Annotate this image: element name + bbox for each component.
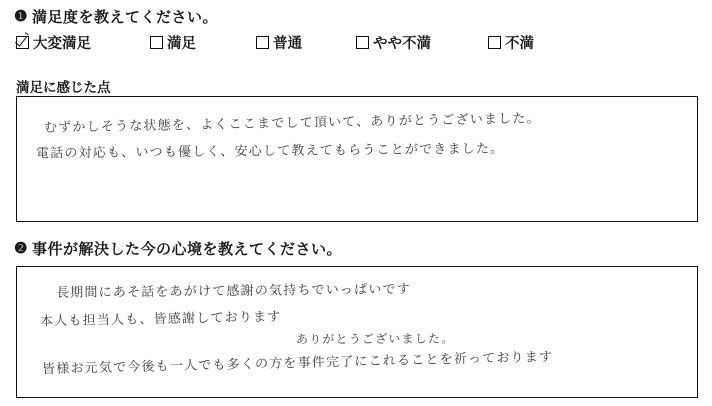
question-1-handwriting-line-1: むずかしそうな状態を、よくここまでして頂いて、ありがとうございました。 bbox=[43, 111, 541, 136]
choice-label-4: やや不満 bbox=[373, 36, 431, 52]
checkbox-icon[interactable] bbox=[256, 36, 269, 49]
question-2-heading bbox=[14, 238, 342, 259]
choice-option-5[interactable] bbox=[488, 32, 534, 53]
question-2-handwriting-line-2: 本人も担当人も、皆感謝しております bbox=[39, 309, 282, 330]
question-2-handwriting-line-1: 長期間にあそ話をあがけて感謝の気持ちでいっぱいです bbox=[55, 282, 411, 301]
question-2-number: ❷ bbox=[14, 240, 28, 257]
question-1-heading bbox=[14, 6, 218, 27]
question-1-handwriting-line-2: 電話の対応も、いつも優しく、安心して教えてもらうことができました。 bbox=[35, 141, 505, 162]
choice-option-3[interactable] bbox=[256, 32, 302, 53]
question-1-sub-label: 満足に感じた点 bbox=[16, 80, 111, 95]
question-2-handwriting-line-3: ありがとうございました。 bbox=[295, 331, 455, 347]
choice-label-5: 不満 bbox=[505, 36, 534, 52]
question-2-handwriting-line-4: 皆様お元気で今後も一人でも多くの方を事件完了にこれることを祈っております bbox=[41, 349, 554, 378]
choice-label-3: 普通 bbox=[273, 36, 302, 52]
choice-option-4[interactable] bbox=[356, 32, 431, 53]
checkbox-icon[interactable] bbox=[356, 36, 369, 49]
choice-label-1: 大変満足 bbox=[33, 36, 91, 52]
question-1-text: 満足度を教えてください。 bbox=[31, 9, 218, 26]
choice-option-2[interactable] bbox=[150, 32, 196, 53]
question-1-number: ❶ bbox=[14, 8, 28, 25]
choice-option-1[interactable] bbox=[16, 32, 91, 53]
question-1-choices bbox=[16, 32, 696, 56]
checkbox-icon[interactable] bbox=[150, 36, 163, 49]
choice-label-2: 満足 bbox=[167, 36, 196, 52]
question-2-text: 事件が解決した今の心境を教えてください。 bbox=[31, 241, 342, 258]
checkbox-checked-icon[interactable] bbox=[16, 36, 29, 49]
checkbox-icon[interactable] bbox=[488, 36, 501, 49]
